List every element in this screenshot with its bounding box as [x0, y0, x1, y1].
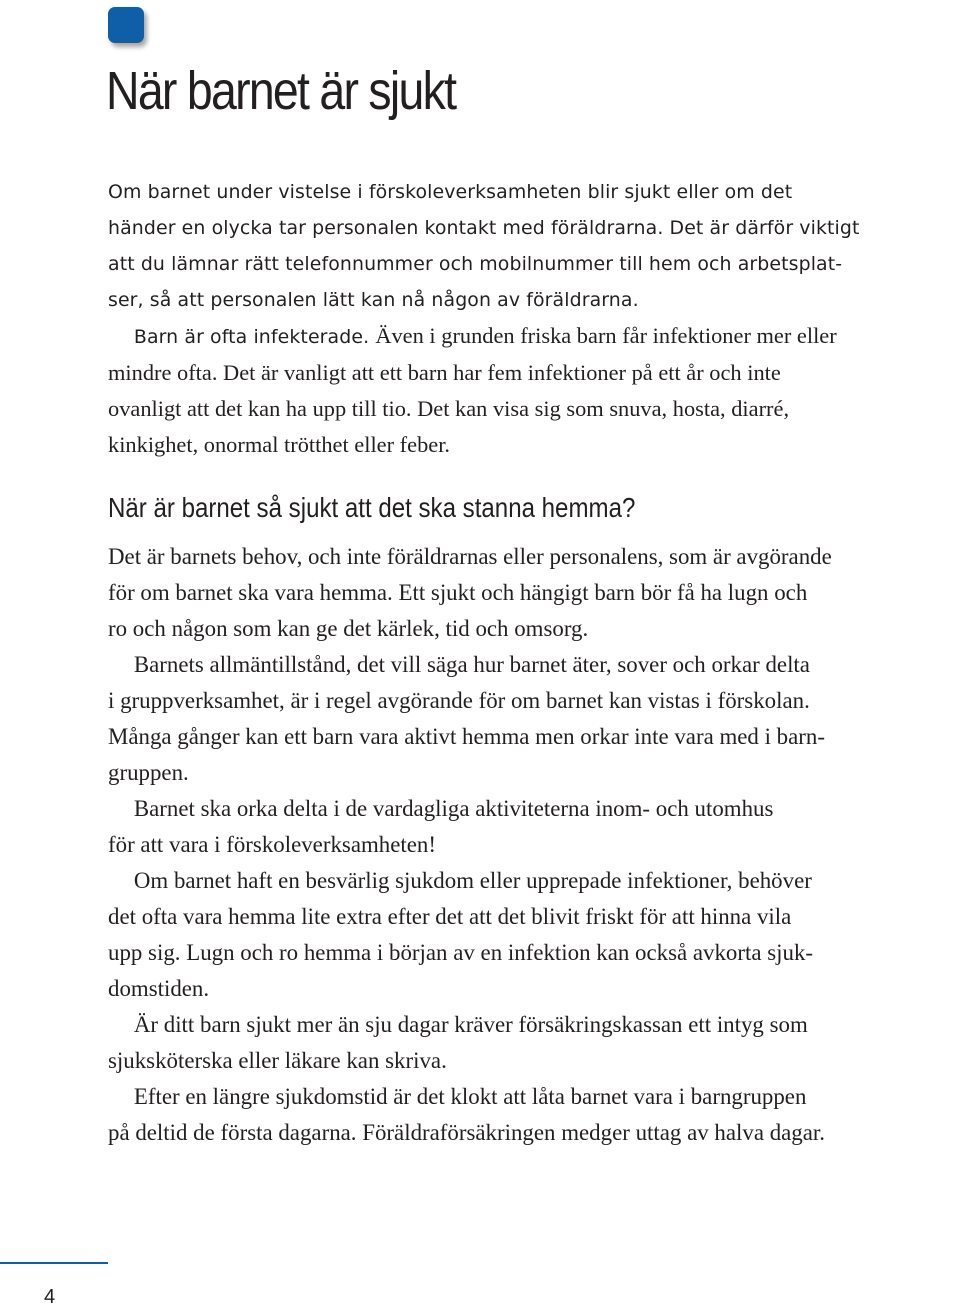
section-line-12: upp sig. Lugn och ro hemma i början av en infektion kan också avkorta sjuk- [108, 940, 814, 965]
page-number: 4 [44, 1286, 56, 1308]
section-line-5: i gruppverksamhet, är i regel avgörande för om barnet kan vistas i förskolan. [108, 688, 810, 713]
section-line-7: gruppen. [108, 760, 189, 785]
intro-line-6: mindre ofta. Det är vanligt att ett barn har fem infektioner på ett år och inte [108, 360, 781, 385]
intro-line-1: Om barnet under vistelse i förskoleverksamheten blir sjukt eller om det [108, 181, 793, 203]
intro-line-8: kinkighet, onormal trötthet eller feber. [108, 432, 451, 457]
intro-line-5-start: Barn är ofta infekterade. [133, 326, 376, 348]
blue-square-marker [108, 7, 144, 43]
page-title: När barnet är sjukt [106, 61, 456, 121]
section-heading: När är barnet så sjukt att det ska stanna hemma? [108, 492, 636, 523]
intro-line-4: ser, så att personalen lätt kan nå någon av föräldrarna. [108, 289, 639, 311]
section-line-10: Om barnet haft en besvärlig sjukdom eller upprepade infektioner, behöver [133, 868, 812, 893]
section-line-1: Det är barnets behov, och inte föräldrarnas eller personalens, som är avgörande [108, 544, 832, 569]
section-line-16: Efter en längre sjukdomstid är det klokt att låta barnet vara i barngruppen [133, 1084, 807, 1109]
section-line-6: Många gånger kan ett barn vara aktivt hemma men orkar inte vara med i barn- [108, 724, 825, 749]
intro-line-7: ovanligt att det kan ha upp till tio. Det kan visa sig som snuva, hosta, diarré, [108, 396, 790, 421]
intro-line-5-end: Även i grunden friska barn får infektioner mer eller [375, 323, 837, 348]
section-line-15: sjuksköterska eller läkare kan skriva. [108, 1048, 447, 1073]
section-line-13: domstiden. [108, 976, 210, 1001]
intro-text [108, 174, 960, 463]
section-line-3: ro och någon som kan ge det kärlek, tid och omsorg. [108, 616, 589, 641]
section-line-8: Barnet ska orka delta i de vardagliga aktiviteterna inom- och utomhus [133, 796, 774, 821]
section-line-4: Barnets allmäntillstånd, det vill säga hur barnet äter, sover och orkar delta [133, 652, 810, 677]
section-line-9: för att vara i förskoleverksamheten! [108, 832, 436, 857]
section-line-2: för om barnet ska vara hemma. Ett sjukt och hängigt barn bör få ha lugn och [108, 580, 808, 605]
section-text [108, 539, 960, 1151]
section-line-11: det ofta vara hemma lite extra efter det att det blivit friskt för att hinna vila [108, 904, 792, 929]
intro-line-5 [108, 318, 956, 355]
footer-rule [0, 1262, 108, 1264]
intro-line-2: händer en olycka tar personalen kontakt med föräldrarna. Det är därför viktigt [108, 217, 860, 239]
intro-line-3: att du lämnar rätt telefonnummer och mobilnummer till hem och arbetsplat- [108, 253, 843, 275]
section-line-17: på deltid de första dagarna. Föräldraförsäkringen medger uttag av halva dagar. [108, 1120, 826, 1145]
section-line-14: Är ditt barn sjukt mer än sju dagar kräver försäkringskassan ett intyg som [133, 1012, 808, 1037]
